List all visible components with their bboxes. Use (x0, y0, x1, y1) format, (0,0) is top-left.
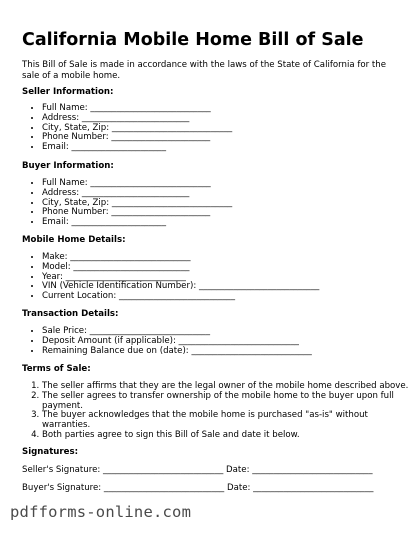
terms-list (22, 382, 412, 441)
term-item: 1. The seller affirms that they are the legal owner of the mobile home described above. (42, 382, 412, 392)
seller-city-state-zip: • City, State, Zip: ____________________________ (42, 124, 412, 134)
home-model: • Model: ___________________________ (42, 263, 412, 273)
transaction-list (22, 327, 412, 356)
buyer-phone: • Phone Number: _______________________ (42, 208, 412, 218)
home-vin: • VIN (Vehicle Identification Number): ____________________________ (42, 282, 412, 292)
buyer-list (22, 179, 412, 228)
terms-heading: Terms of Sale: (22, 364, 91, 374)
buyer-address: • Address: _________________________ (42, 189, 412, 199)
home-location: • Current Location: ___________________________ (42, 292, 412, 302)
site-watermark: pdfforms-online.com (10, 503, 192, 521)
buyer-signature-line: Buyer's Signature: ____________________________ Date: ____________________________ (22, 483, 374, 493)
buyer-city-state-zip: • City, State, Zip: ____________________________ (42, 199, 412, 209)
seller-address: • Address: _________________________ (42, 114, 412, 124)
sale-price: • Sale Price: ____________________________ (42, 327, 412, 337)
home-make: • Make: ____________________________ (42, 253, 412, 263)
signatures-heading: Signatures: (22, 447, 79, 457)
intro-paragraph: This Bill of Sale is made in accordance with the laws of the State of California for the sale of a mobile home. (22, 60, 386, 81)
seller-signature-line: Seller's Signature: ____________________________ Date: ____________________________ (22, 465, 373, 475)
home-details-heading: Mobile Home Details: (22, 235, 126, 245)
transaction-heading: Transaction Details: (22, 309, 119, 319)
term-item: 3. The buyer acknowledges that the mobile home is purchased "as-is" without warranties. (42, 411, 412, 431)
deposit-amount: • Deposit Amount (if applicable): ____________________________ (42, 337, 412, 347)
seller-email: • Email: ______________________ (42, 143, 412, 153)
term-item: 2. The seller agrees to transfer ownership of the mobile home to the buyer upon full payment. (42, 392, 412, 412)
remaining-balance: • Remaining Balance due on (date): ____________________________ (42, 347, 412, 357)
home-details-list (22, 253, 412, 302)
page-title: California Mobile Home Bill of Sale (22, 30, 364, 50)
home-year: • Year: ____________________________ (42, 273, 412, 283)
buyer-email: • Email: ______________________ (42, 218, 412, 228)
seller-list (22, 104, 412, 153)
seller-phone: • Phone Number: _______________________ (42, 133, 412, 143)
term-item: 4. Both parties agree to sign this Bill of Sale and date it below. (42, 431, 412, 441)
buyer-heading: Buyer Information: (22, 161, 114, 171)
buyer-full-name: • Full Name: ____________________________ (42, 179, 412, 189)
seller-full-name: • Full Name: ____________________________ (42, 104, 412, 114)
seller-heading: Seller Information: (22, 87, 114, 97)
